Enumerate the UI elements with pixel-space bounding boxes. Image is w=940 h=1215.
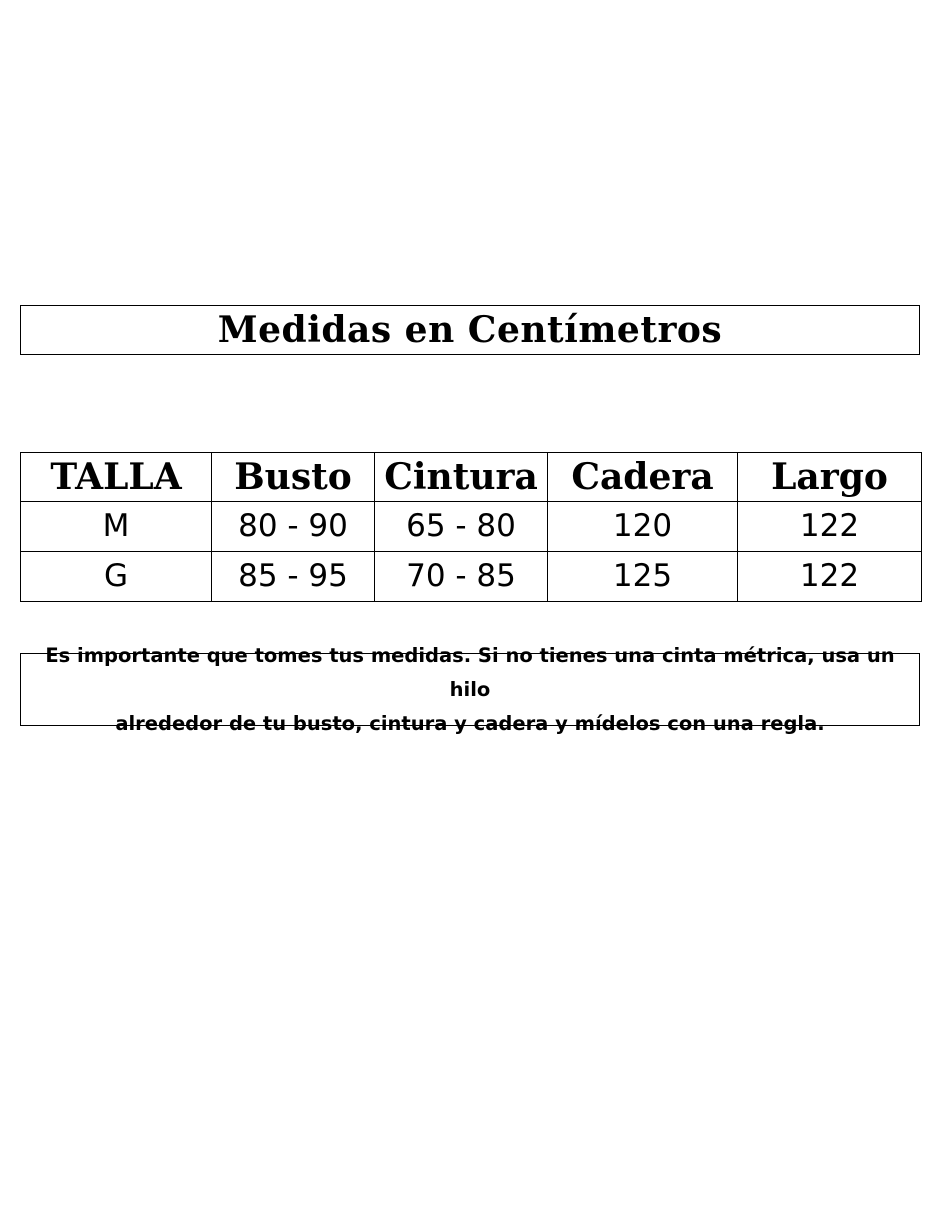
table-row: [21, 552, 922, 602]
cell-talla: M: [21, 502, 212, 552]
table-header-row: [21, 453, 922, 502]
cell-talla: G: [21, 552, 212, 602]
header-busto: Busto: [212, 453, 375, 502]
title-box: [20, 305, 920, 355]
note-box: [20, 643, 920, 735]
header-cadera: Cadera: [548, 453, 738, 502]
cell-cintura: 65 - 80: [375, 502, 548, 552]
cell-cintura: 70 - 85: [375, 552, 548, 602]
cell-busto: 80 - 90: [212, 502, 375, 552]
page-title: Medidas en Centímetros: [217, 309, 723, 351]
cell-cadera: 125: [548, 552, 738, 602]
cell-largo: 122: [738, 552, 922, 602]
header-largo: Largo: [738, 453, 922, 502]
size-table: [20, 452, 922, 602]
cell-busto: 85 - 95: [212, 552, 375, 602]
cell-cadera: 120: [548, 502, 738, 552]
header-cintura: Cintura: [375, 453, 548, 502]
note-text: Es importante que tomes tus medidas. Si no tienes una cinta métrica, usa un hilo alrededor de tu busto, cintura y cadera y mídelos con una regla.: [45, 643, 895, 735]
cell-largo: 122: [738, 502, 922, 552]
table-row: [21, 502, 922, 552]
header-talla: TALLA: [21, 453, 212, 502]
